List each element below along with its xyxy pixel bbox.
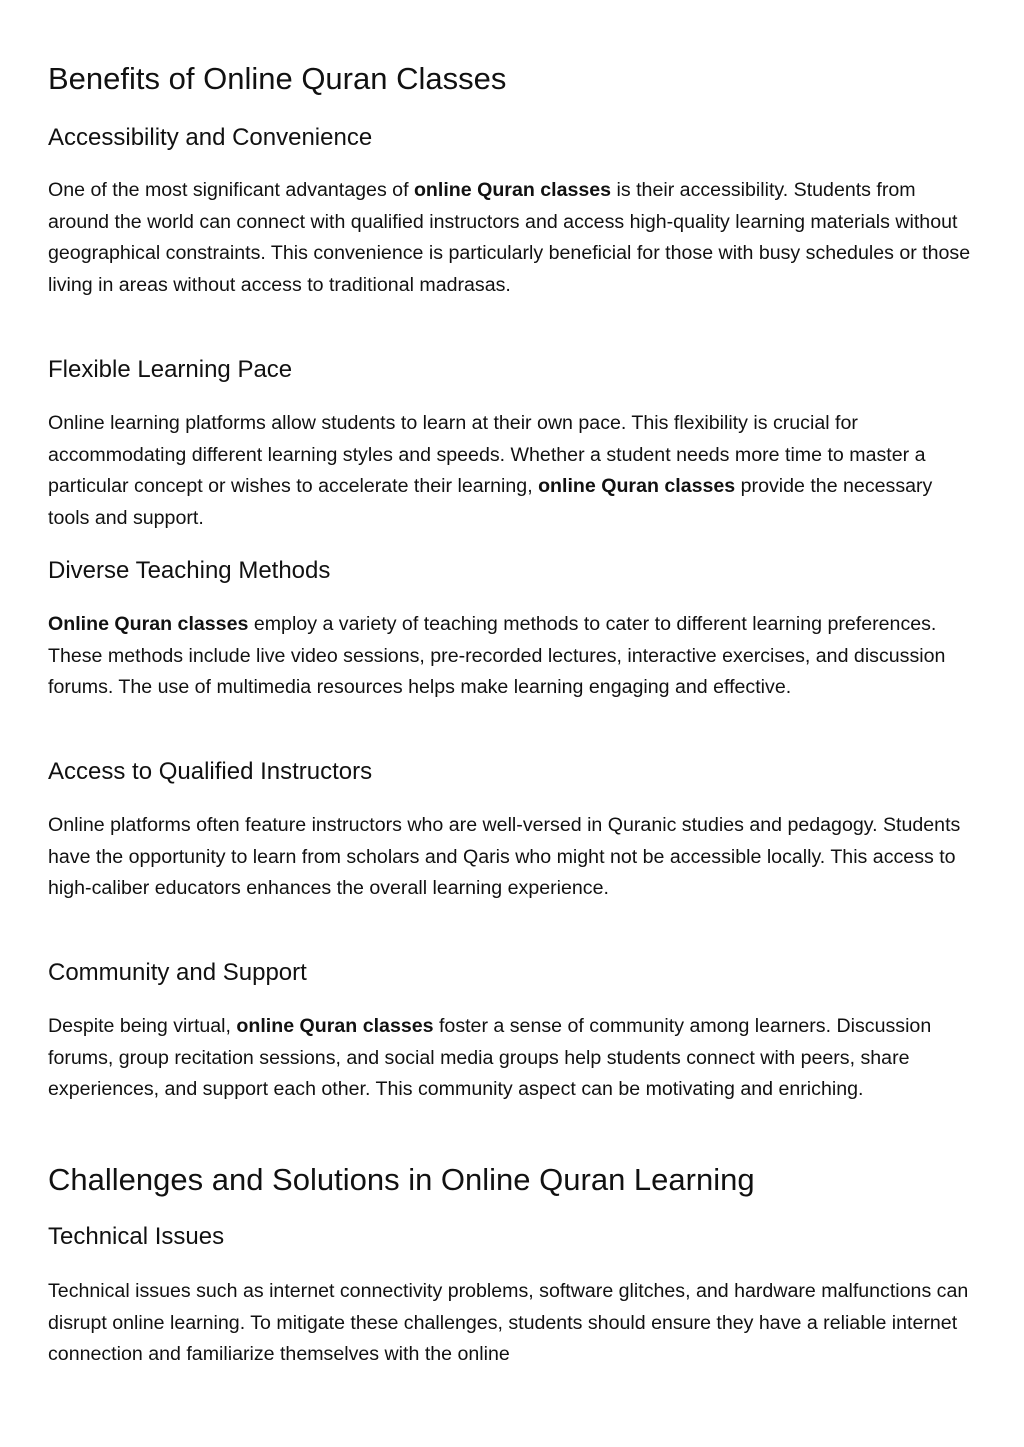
paragraph-text: Technical issues such as internet connectivity problems, software glitches, and hardware malfunctions can disrupt online learning. To mitigate these challenges, students should ensure they have a reliable internet connection and familiarize themselves with the online	[48, 1280, 969, 1365]
section-title: Benefits of Online Quran Classes	[48, 61, 507, 96]
subsection-heading: Community and Support	[48, 959, 307, 986]
keyword-bold: online Quran classes	[538, 475, 736, 497]
paragraph	[48, 1276, 978, 1371]
paragraph-text: provide the necessary tools and support.	[48, 475, 933, 529]
paragraph	[48, 810, 978, 905]
subsection-heading: Access to Qualified Instructors	[48, 758, 373, 785]
paragraph-text: foster a sense of community among learners. Discussion forums, group recitation sessions, and social media groups help students connect with peers, share experiences, and support each other. This community aspect can be motivating and enriching.	[48, 1015, 932, 1100]
paragraph-text: Online learning platforms allow students to learn at their own pace. This flexibility is crucial for accommodating different learning styles and speeds. Whether a student needs more time to master a particular concept or wishes to accelerate their learning,	[48, 412, 926, 497]
paragraph-text: Online platforms often feature instructors who are well-versed in Quranic studies and pedagogy. Students have the opportunity to learn from scholars and Qaris who might not be accessible locally. This access to high-caliber educators enhances the overall learning experience.	[48, 814, 961, 899]
subsection-heading: Diverse Teaching Methods	[48, 557, 331, 584]
paragraph-text: One of the most significant advantages of	[48, 179, 414, 201]
paragraph	[48, 175, 978, 301]
section-title: Challenges and Solutions in Online Quran Learning	[48, 1162, 755, 1197]
subsection-heading: Technical Issues	[48, 1223, 225, 1250]
subsection-heading: Accessibility and Convenience	[48, 124, 373, 151]
keyword-bold: Online Quran classes	[48, 613, 249, 635]
paragraph	[48, 408, 978, 534]
subsection-heading: Flexible Learning Pace	[48, 356, 293, 383]
keyword-bold: online Quran classes	[236, 1015, 434, 1037]
paragraph-text: employ a variety of teaching methods to cater to different learning preferences. These methods include live video sessions, pre-recorded lectures, interactive exercises, and discussion forums. The use of multimedia resources helps make learning engaging and effective.	[48, 613, 946, 698]
paragraph	[48, 609, 978, 704]
keyword-bold: online Quran classes	[413, 179, 612, 201]
paragraph-text: Despite being virtual,	[48, 1015, 237, 1037]
paragraph-text: is their accessibility. Students from around the world can connect with qualified instructors and access high-quality learning materials without geographical constraints. This convenience is particularly beneficial for those with busy schedules or those living in areas without access to traditional madrasas.	[48, 179, 971, 296]
paragraph	[48, 1011, 978, 1106]
